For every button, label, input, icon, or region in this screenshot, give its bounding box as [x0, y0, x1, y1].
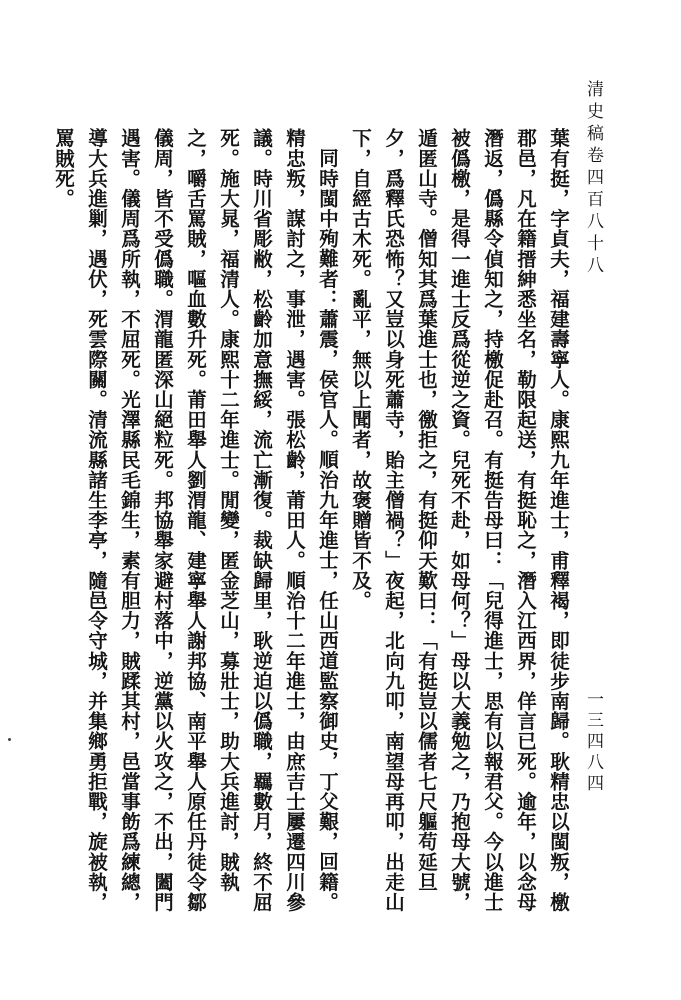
page-number: 一三四八四 [583, 690, 603, 795]
paragraph-ye-youting: 葉有挺，字貞夫，福建壽寧人。康熙九年進士，甫釋褐，即徒步南歸。耿精忠以閩叛，檄郡邑，凡在籍搢紳悉坐名，勒限起送，有挺恥之，潛入江西界，佯言已死。逾年，以念母潛返，僞縣令偵知之，持檄促赴召。有挺告母曰：「兒得進士，思有以報君父。今以進士被僞檄，是得一進士反爲從逆之資。兒死不赴，如母何？」母以大義勉之，乃抱母大號，遁匿山寺。僧知其爲葉進士也，徼拒之，有挺仰天歎曰：「有挺豈以儒者七尺軀苟延旦夕，爲釋氏恐怖？又豈以身死蕭寺，貽主僧禍？」夜起，北向九叩，南望母再叩，出走山下，自經古木死。亂平，無以上聞者，故褒贈皆不及。 [349, 128, 570, 912]
running-header-title: 清史稿卷四百八十八 [583, 80, 603, 278]
scan-speck [8, 738, 11, 741]
paragraph-min-martyrs: 同時閩中殉難者：蕭震，侯官人。順治九年進士，任山西道監察御史，丁父艱，回籍。精忠叛，謀討之，事泄，遇害。張松齡，莆田人。順治十二年進士，由庶吉士屢遷四川參議。時川省彫敝，松齡加意撫綏，流亡漸復。裁缺歸里，耿逆迫以僞職，羈數月，終不屈死。施大晁，福清人。康熙十二年進士。閒變，匿金芝山，募壯士，助大兵進討，賊執之，嚼舌罵賊，嘔血數升死。莆田舉人劉渭龍、建寧舉人謝邦協、南平舉人原任丹徒令鄒儀周，皆不受僞職。渭龍匿深山絕粒死。邦協舉家避村落中，逆黨以火攻之，不出，闔門遇害。儀周爲所執，不屈死。光澤縣民毛錦生，素有胆力，賊蹂其村，邑當事飭爲練總，導大兵進剿，遇伏，死雲際關。清流縣諸生李亭，隨邑令守城，并集鄉勇拒戰，旋被執，罵賊死。 [52, 128, 339, 912]
vertical-text-body [47, 128, 575, 928]
